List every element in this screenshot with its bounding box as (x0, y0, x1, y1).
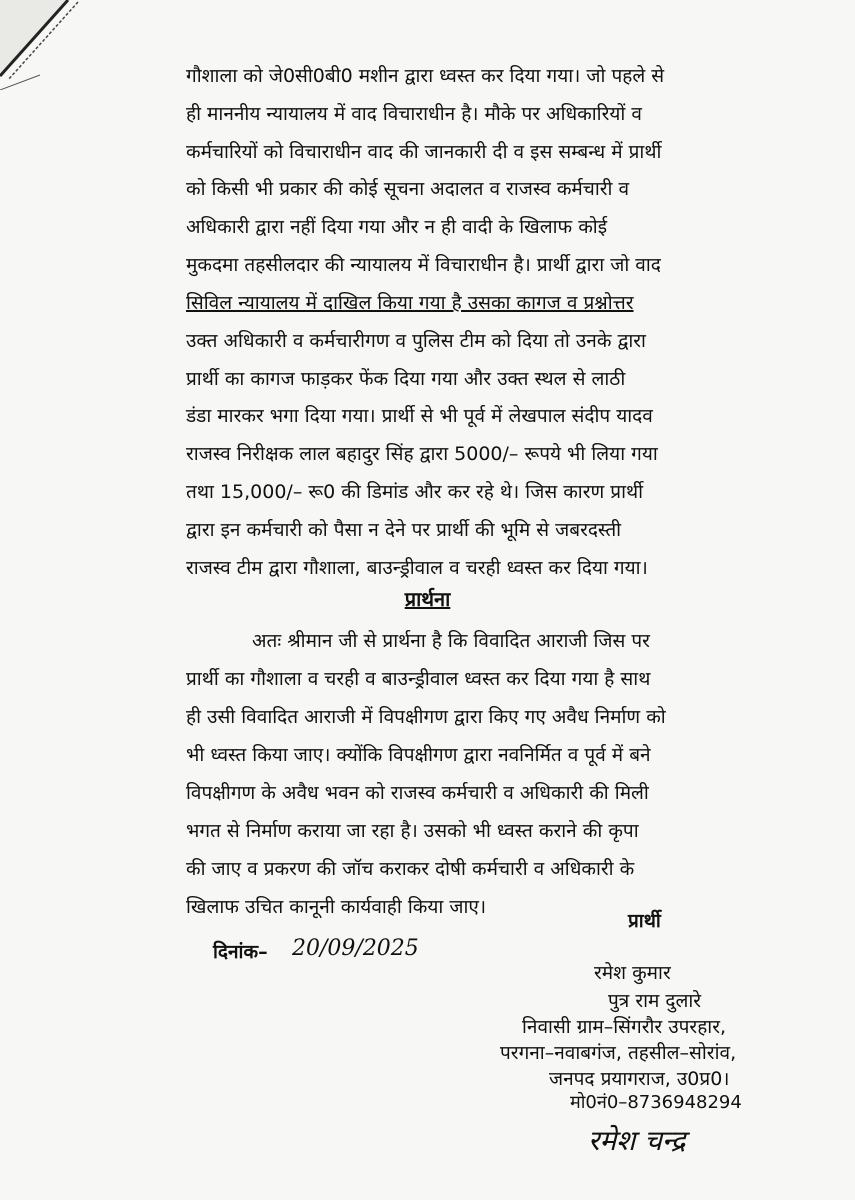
body-line-text: तथा 15,000/– रू0 की डिमांड और कर रहे थे। जिस कारण प्रार्थी (186, 481, 644, 503)
applicant-pargana: परगना–नवाबगंज, तहसील–सोरांव, (500, 1042, 737, 1064)
signatory-title: प्रार्थी (628, 910, 661, 932)
prayer-line-text: अतः श्रीमान जी से प्रार्थना है कि विवादित आराजी जिस पर (252, 630, 650, 652)
body-line-13 (186, 515, 781, 545)
body-line-text: कर्मचारियों को विचाराधीन वाद की जानकारी दी व इस सम्बन्ध में प्रार्थी (186, 141, 662, 163)
prayer-line-text: प्रार्थी का गौशाला व चरही व बाउन्ड्रीवाल ध्वस्त कर दिया गया है साथ (186, 668, 651, 690)
body-line-text: अधिकारी द्वारा नहीं दिया गया और न ही वादी के खिलाफ कोई (186, 216, 608, 238)
body-line-11 (186, 439, 781, 469)
applicant-name: रमेश कुमार (594, 962, 671, 984)
body-line-1 (186, 61, 781, 91)
body-line-3 (186, 137, 781, 167)
date-label: दिनांक– (213, 941, 268, 963)
prayer-line-8 (186, 892, 781, 922)
body-line-text: सिविल न्यायालय में दाखिल किया गया है उसका कागज व प्रश्नोत्तर (186, 292, 634, 314)
applicant-district: जनपद प्रयागराज, उ0प्र0। (549, 1068, 730, 1090)
body-line-8 (186, 326, 781, 356)
prayer-line-5 (186, 778, 781, 808)
body-line-text: द्वारा इन कर्मचारी को पैसा न देने पर प्रार्थी की भूमि से जबरदस्ती (186, 519, 622, 541)
body-line-text: राजस्व निरीक्षक लाल बहादुर सिंह द्वारा 5000/– रूपये भी लिया गया (186, 443, 658, 465)
body-line-7-underlined (186, 288, 781, 318)
body-line-4 (186, 174, 781, 204)
body-line-text: प्रार्थी का कागज फाड़कर फेंक दिया गया और उक्त स्थल से लाठी (186, 368, 626, 390)
body-line-12 (186, 477, 781, 507)
scan-artifact-corner (0, 0, 80, 90)
body-line-text: गौशाला को जे0सी0बी0 मशीन द्वारा ध्वस्त कर दिया गया। जो पहले से (186, 65, 665, 87)
body-line-9 (186, 364, 781, 394)
prayer-line-text: भगत से निर्माण कराया जा रहा है। उसको भी ध्वस्त कराने की कृपा (186, 820, 639, 842)
body-line-text: डंडा मारकर भगा दिया गया। प्रार्थी से भी पूर्व में लेखपाल संदीप यादव (186, 405, 653, 427)
body-line-text: राजस्व टीम द्वारा गौशाला, बाउन्ड्रीवाल व चरही ध्वस्त कर दिया गया। (186, 557, 648, 579)
body-line-5 (186, 212, 781, 242)
prayer-line-text: खिलाफ उचित कानूनी कार्यवाही किया जाए। (186, 896, 487, 918)
applicant-father: पुत्र राम दुलारे (608, 990, 702, 1012)
prayer-line-4 (186, 740, 781, 770)
handwritten-signature: रमेश चन्द्र (588, 1124, 686, 1157)
body-line-6 (186, 250, 781, 280)
prayer-line-text: भी ध्वस्त किया जाए। क्योंकि विपक्षीगण द्वारा नवनिर्मित व पूर्व में बने (186, 744, 651, 766)
prayer-line-6 (186, 816, 781, 846)
body-line-text: ही माननीय न्यायालय में वाद विचाराधीन है। मौके पर अधिकारियों व (186, 103, 642, 125)
prayer-line-3 (186, 702, 781, 732)
applicant-mobile: मो0नं0–8736948294 (570, 1092, 742, 1113)
prayer-line-2 (186, 664, 781, 694)
body-line-text: मुकदमा तहसीलदार की न्यायालय में विचाराधीन है। प्रार्थी द्वारा जो वाद (186, 254, 661, 276)
prayer-heading: प्रार्थना (404, 587, 451, 611)
prayer-line-text: की जाए व प्रकरण की जॉच कराकर दोषी कर्मचारी व अधिकारी के (186, 858, 635, 880)
prayer-line-text: विपक्षीगण के अवैध भवन को राजस्व कर्मचारी व अधिकारी की मिली (186, 782, 649, 804)
prayer-line-7 (186, 854, 781, 884)
date-handwritten: 20/09/2025 (292, 936, 419, 961)
applicant-village: निवासी ग्राम–सिंगरौर उपरहार, (522, 1016, 727, 1038)
body-line-10 (186, 401, 781, 431)
prayer-line-text: ही उसी विवादित आराजी में विपक्षीगण द्वारा किए गए अवैध निर्माण को (186, 706, 666, 728)
prayer-line-1 (252, 626, 782, 656)
body-line-text: को किसी भी प्रकार की कोई सूचना अदालत व राजस्व कर्मचारी व (186, 178, 630, 200)
body-line-text: उक्त अधिकारी व कर्मचारीगण व पुलिस टीम को दिया तो उनके द्वारा (186, 330, 646, 352)
body-line-2 (186, 99, 781, 129)
body-line-14 (186, 553, 781, 583)
